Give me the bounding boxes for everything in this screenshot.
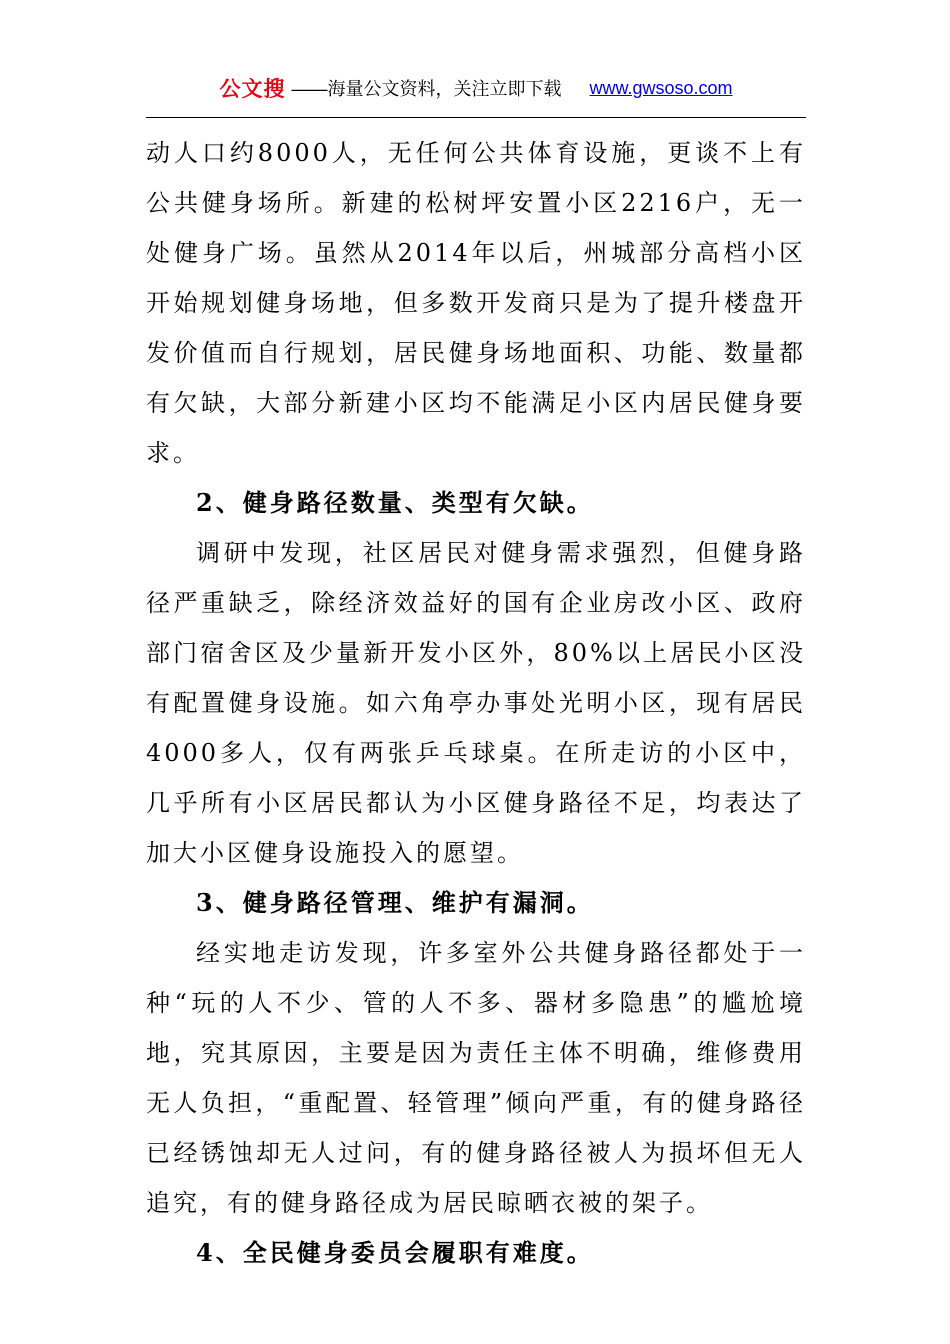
paragraph-continued: 动人口约8000人，无任何公共体育设施，更谈不上有公共健身场所。新建的松树坪安置小区2216户，无一处健身广场。虽然从2014年以后，州城部分高档小区开始规划健身场地，但多数开发商只是为了提升楼盘开发价值而自行规划，居民健身场地面积、功能、数量都有欠缺，大部分新建小区均不能满足小区内居民健身要求。 xyxy=(146,139,806,467)
website-link[interactable]: www.gwsoso.com xyxy=(589,77,733,98)
paragraph-maintenance-issues: 经实地走访发现，许多室外公共健身路径都处于一种“玩的人不少、管的人不多、器材多隐患”的尴尬境地，究其原因，主要是因为责任主体不明确，维修费用无人负担，“重配置、轻管理”倾向严重，有的健身路径已经锈蚀却无人过问，有的健身路径被人为损坏但无人追究，有的健身路径成为居民晾晒衣被的架子。 xyxy=(146,939,806,1217)
paragraph-fitness-paths-shortage: 调研中发现，社区居民对健身需求强烈，但健身路径严重缺乏，除经济效益好的国有企业房改小区、政府部门宿舍区及少量新开发小区外，80%以上居民小区没有配置健身设施。如六角亭办事处光明小区，现有居民4000多人，仅有两张乒乓球桌。在所走访的小区中，几乎所有小区居民都认为小区健身路径不足，均表达了加大小区健身设施投入的愿望。 xyxy=(146,539,806,867)
page-header xyxy=(146,68,806,108)
header-divider xyxy=(146,117,806,118)
header-tagline: ——海量公文资料，关注立即下载 xyxy=(291,79,562,99)
document-body xyxy=(146,128,806,1278)
section-heading-3: 3、健身路径管理、维护有漏洞。 xyxy=(196,888,594,917)
section-heading-4: 4、全民健身委员会履职有难度。 xyxy=(196,1238,594,1267)
section-heading-2: 2、健身路径数量、类型有欠缺。 xyxy=(196,488,594,517)
brand-logo-text: 公文搜 xyxy=(219,78,286,101)
